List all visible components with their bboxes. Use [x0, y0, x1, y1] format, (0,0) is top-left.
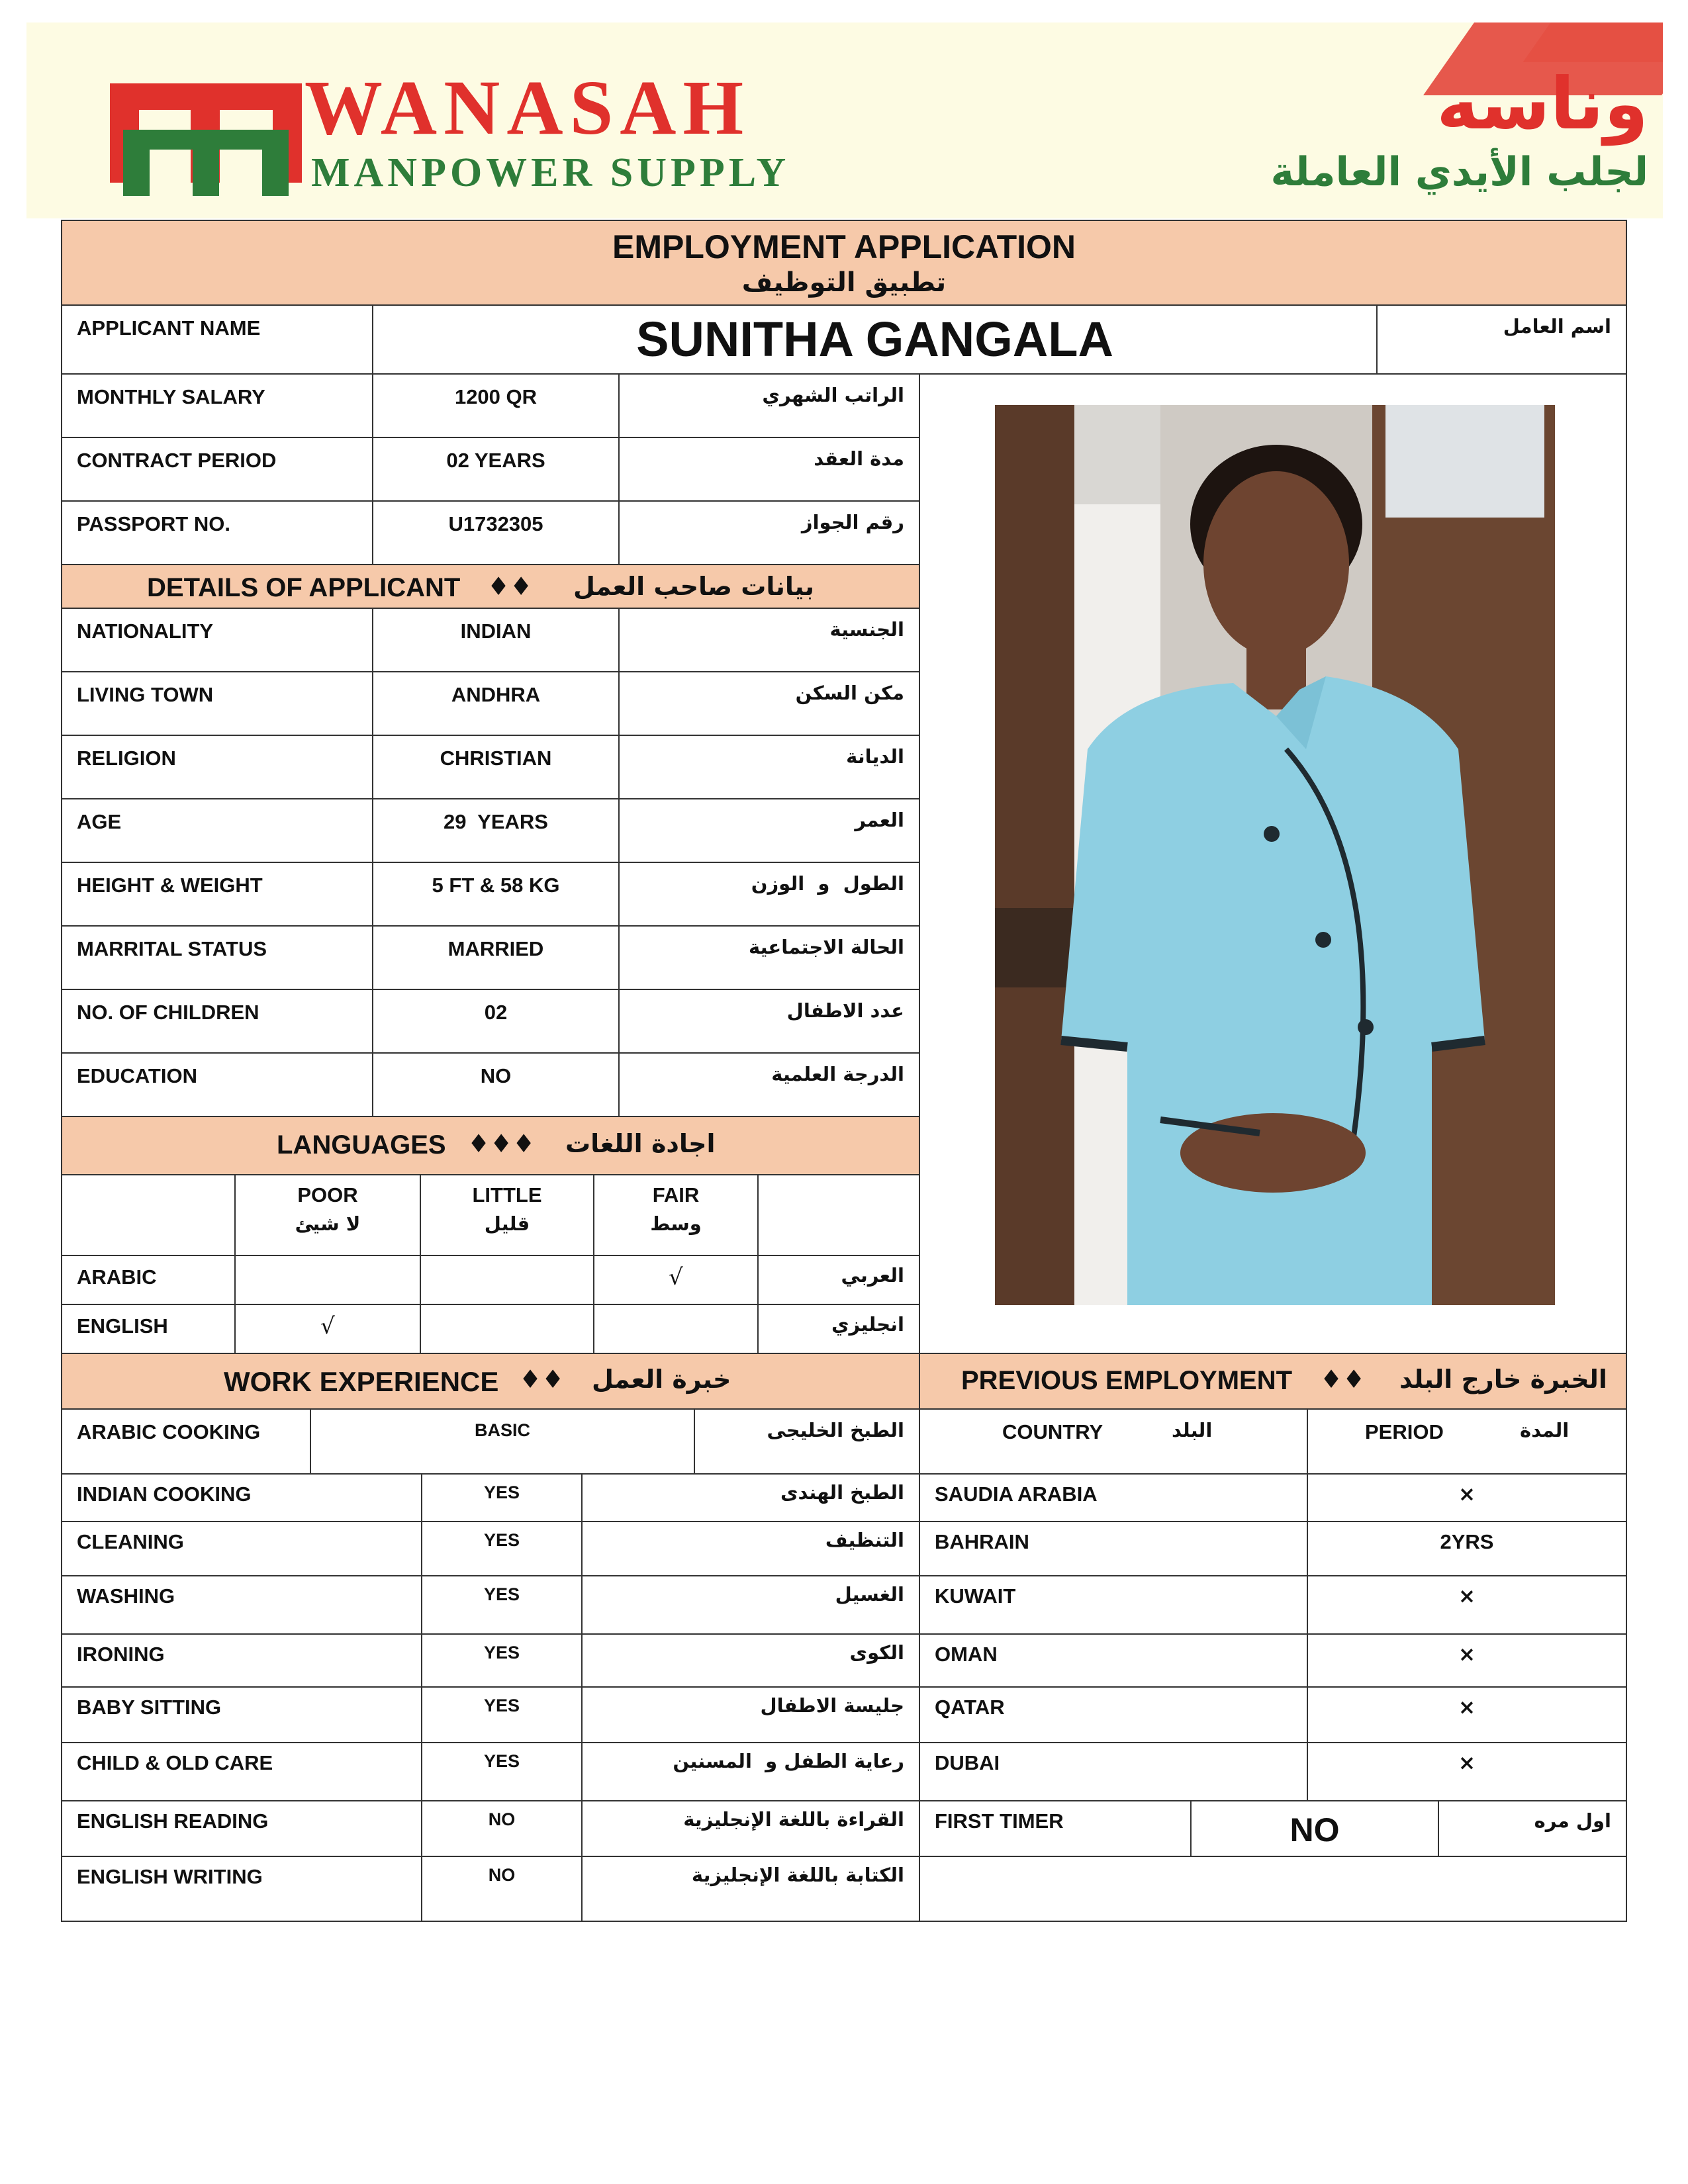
- detail-ar-cell: [618, 671, 920, 736]
- detail-ar-cell: [618, 798, 920, 863]
- work-label-ar: الكتابة باللغة الإنجليزية: [691, 1864, 904, 1886]
- work-label-ar: القراءة باللغة الإنجليزية: [683, 1808, 904, 1831]
- info-row-label: CONTRACT PERIOD: [77, 449, 277, 472]
- detail-label: LIVING TOWN: [77, 683, 214, 706]
- info-row-value: 02 YEARS: [446, 449, 545, 472]
- applicant-name-label: APPLICANT NAME: [77, 316, 261, 340]
- prev-country: OMAN: [935, 1643, 998, 1666]
- detail-value-cell: [372, 671, 620, 736]
- detail-ar-cell: [618, 735, 920, 799]
- detail-label-cell: [61, 671, 373, 736]
- first-timer-label-cell: [919, 1800, 1192, 1857]
- details-header-en: DETAILS OF APPLICANT: [147, 573, 461, 602]
- info-row-value-cell: [372, 373, 620, 438]
- applicant-name-value-cell: [372, 304, 1378, 375]
- prev-country: QATAR: [935, 1696, 1005, 1719]
- prev-header-ar: الخبرة خارج البلد: [1399, 1365, 1607, 1394]
- work-value: NO: [488, 1809, 516, 1829]
- detail-value: 29 YEARS: [444, 810, 548, 833]
- languages-header-diamonds: ♦♦♦: [467, 1129, 536, 1158]
- prev-period: ×: [1458, 1643, 1476, 1666]
- detail-label-cell: [61, 862, 373, 927]
- prev-country: DUBAI: [935, 1751, 1000, 1774]
- work-value-cell: [421, 1633, 583, 1688]
- work-label-cell: [61, 1633, 422, 1688]
- detail-label-ar: الدرجة العلمية: [771, 1063, 904, 1085]
- work-header-en: WORK EXPERIENCE: [224, 1366, 499, 1397]
- prev-country-header-en: COUNTRY: [1002, 1420, 1103, 1443]
- applicant-name-ar-cell: [1376, 304, 1627, 375]
- info-row-value: 1200 QR: [454, 385, 538, 408]
- applicant-name-label-cell: [61, 304, 373, 375]
- detail-value-cell: [372, 925, 620, 990]
- info-row-label-cell: [61, 437, 373, 502]
- level-label-ar: لا شيئ: [295, 1212, 361, 1235]
- first-timer-value-cell: [1190, 1800, 1439, 1857]
- detail-value-cell: [372, 1052, 620, 1117]
- work-ar-cell: [581, 1521, 920, 1576]
- info-row-label: MONTHLY SALARY: [77, 385, 265, 408]
- work-ar-cell: [581, 1856, 920, 1922]
- prev-period: ×: [1458, 1696, 1476, 1719]
- language-level-mark: √: [320, 1313, 335, 1340]
- prev-country-header-ar: البلد: [1172, 1419, 1213, 1441]
- prev-country: SAUDIA ARABIA: [935, 1482, 1098, 1506]
- detail-label-ar: عدد الاطفال: [786, 999, 904, 1022]
- language-level-cell: [420, 1304, 594, 1354]
- detail-value: INDIAN: [460, 619, 532, 643]
- level-header-cell: [593, 1174, 759, 1256]
- prev-period-cell: [1307, 1686, 1627, 1743]
- brand-name-en: WANASAH: [305, 64, 751, 151]
- language-level-cell: [593, 1304, 759, 1354]
- prev-period-header-en: PERIOD: [1365, 1420, 1444, 1443]
- language-name: ARABIC: [77, 1265, 157, 1289]
- form-title-block: [61, 220, 1627, 306]
- details-header-ar: بيانات صاحب العمل: [573, 572, 814, 601]
- language-name-ar-cell: [757, 1304, 920, 1354]
- detail-label-cell: [61, 1052, 373, 1117]
- work-label-ar: الطبخ الخليجى: [767, 1419, 904, 1441]
- prev-period-cell: [1307, 1521, 1627, 1576]
- prev-country-cell: [919, 1686, 1308, 1743]
- language-name: ENGLISH: [77, 1314, 168, 1338]
- prev-period-header-cell: [1307, 1408, 1627, 1475]
- work-ar-cell: [581, 1742, 920, 1801]
- prev-period-cell: [1307, 1633, 1627, 1688]
- level-header-cell: [420, 1174, 594, 1256]
- work-label-ar: رعاية الطفل و المسنين: [673, 1750, 904, 1772]
- work-ar-cell: [581, 1473, 920, 1522]
- work-value: NO: [488, 1865, 516, 1885]
- work-value-cell: [421, 1686, 583, 1743]
- prev-country-cell: [919, 1521, 1308, 1576]
- info-row-label-cell: [61, 373, 373, 438]
- prev-country: BAHRAIN: [935, 1530, 1029, 1553]
- work-value-cell: [421, 1575, 583, 1635]
- work-header-ar: خبرة العمل: [592, 1365, 731, 1394]
- info-row-value-cell: [372, 437, 620, 502]
- info-row-label: PASSPORT NO.: [77, 512, 230, 535]
- level-label-en: FAIR: [652, 1183, 700, 1206]
- language-corner-cell: [61, 1174, 236, 1256]
- languages-header: [61, 1116, 920, 1175]
- language-corner-cell-right: [757, 1174, 920, 1256]
- brand-name-ar: وناسه: [1436, 63, 1648, 146]
- work-experience-header: [61, 1353, 920, 1410]
- level-header-cell: [234, 1174, 421, 1256]
- form-title-ar: تطبيق التوظيف: [741, 267, 947, 298]
- level-label-en: POOR: [297, 1183, 358, 1206]
- work-label: ENGLISH READING: [77, 1809, 269, 1833]
- detail-value-cell: [372, 862, 620, 927]
- details-header: [61, 564, 920, 609]
- prev-period: ×: [1458, 1751, 1476, 1775]
- work-value: YES: [483, 1482, 520, 1502]
- prev-period: ×: [1458, 1584, 1476, 1608]
- info-row-label-ar: الراتب الشهري: [762, 384, 904, 406]
- work-label-ar: جليسة الاطفال: [760, 1694, 904, 1717]
- work-label-cell: [61, 1473, 422, 1522]
- detail-label: AGE: [77, 810, 122, 833]
- form-title-en: EMPLOYMENT APPLICATION: [612, 228, 1076, 265]
- previous-employment-header: [919, 1353, 1627, 1410]
- prev-country: KUWAIT: [935, 1584, 1016, 1608]
- detail-label: HEIGHT & WEIGHT: [77, 874, 263, 897]
- prev-country-cell: [919, 1742, 1308, 1801]
- detail-label: MARRITAL STATUS: [77, 937, 267, 960]
- work-value: YES: [483, 1696, 520, 1715]
- language-name-cell: [61, 1255, 236, 1305]
- work-label-cell: [61, 1856, 422, 1922]
- detail-label: NATIONALITY: [77, 619, 214, 643]
- detail-ar-cell: [618, 989, 920, 1054]
- empty-footer-cell: [919, 1856, 1627, 1922]
- work-value: YES: [483, 1643, 520, 1662]
- detail-label: RELIGION: [77, 747, 176, 770]
- detail-ar-cell: [618, 862, 920, 927]
- prev-period: 2YRS: [1440, 1530, 1494, 1553]
- detail-value: 02: [484, 1001, 508, 1024]
- detail-label-ar: الطول و الوزن: [751, 872, 904, 895]
- prev-header-diamonds: ♦♦: [1320, 1365, 1366, 1394]
- detail-label: NO. OF CHILDREN: [77, 1001, 259, 1024]
- prev-country-cell: [919, 1473, 1308, 1522]
- detail-label-cell: [61, 608, 373, 672]
- detail-label-cell: [61, 925, 373, 990]
- detail-ar-cell: [618, 608, 920, 672]
- work-label-cell: [61, 1800, 422, 1857]
- detail-value: CHRISTIAN: [440, 747, 552, 770]
- language-level-cell: [234, 1304, 421, 1354]
- work-label-ar: الغسيل: [835, 1583, 904, 1606]
- work-label-cell: [61, 1742, 422, 1801]
- work-label-ar: الكوى: [849, 1641, 904, 1664]
- languages-header-ar: اجادة اللغات: [565, 1129, 716, 1158]
- work-label-cell: [61, 1686, 422, 1743]
- detail-label-cell: [61, 989, 373, 1054]
- detail-value: 5 FT & 58 KG: [432, 874, 560, 897]
- work-value-cell: [421, 1473, 583, 1522]
- work-value-cell: [421, 1800, 583, 1857]
- detail-label-ar: مكن السكن: [795, 682, 904, 704]
- detail-value-cell: [372, 989, 620, 1054]
- work-value: BASIC: [474, 1420, 530, 1440]
- language-level-cell: [234, 1255, 421, 1305]
- work-value-cell: [421, 1521, 583, 1576]
- prev-country-header-cell: [919, 1408, 1308, 1475]
- work-label: INDIAN COOKING: [77, 1482, 252, 1506]
- language-name-ar-cell: [757, 1255, 920, 1305]
- details-header-diamonds: ♦♦: [487, 572, 533, 601]
- detail-value-cell: [372, 798, 620, 863]
- detail-label-cell: [61, 798, 373, 863]
- info-row-value-cell: [372, 500, 620, 565]
- language-name-cell: [61, 1304, 236, 1354]
- work-ar-cell: [694, 1408, 920, 1475]
- info-row-ar-cell: [618, 437, 920, 502]
- work-label-cell: [61, 1521, 422, 1576]
- info-row-label-ar: مدة العقد: [814, 447, 904, 470]
- level-label-en: LITTLE: [472, 1183, 542, 1206]
- detail-label-ar: الديانة: [846, 745, 904, 768]
- languages-header-en: LANGUAGES: [277, 1130, 446, 1160]
- applicant-photo: [995, 405, 1555, 1305]
- level-label-ar: وسط: [650, 1212, 702, 1235]
- detail-value: MARRIED: [447, 937, 544, 960]
- work-ar-cell: [581, 1686, 920, 1743]
- info-row-value: U1732305: [448, 512, 543, 535]
- language-level-mark: √: [669, 1264, 683, 1291]
- prev-country-cell: [919, 1575, 1308, 1635]
- detail-ar-cell: [618, 925, 920, 990]
- prev-period: ×: [1458, 1482, 1476, 1506]
- info-row-ar-cell: [618, 500, 920, 565]
- prev-header-en: PREVIOUS EMPLOYMENT: [961, 1366, 1293, 1395]
- detail-label-ar: العمر: [855, 809, 904, 831]
- work-label-cell: [61, 1575, 422, 1635]
- work-label: CLEANING: [77, 1530, 184, 1553]
- wanasah-logo-icon: [110, 70, 302, 196]
- detail-label-ar: الحالة الاجتماعية: [748, 936, 904, 958]
- info-row-label-ar: رقم الجواز: [801, 511, 904, 533]
- brand-tagline-en: MANPOWER SUPPLY: [311, 150, 790, 195]
- detail-ar-cell: [618, 1052, 920, 1117]
- prev-period-header-ar: المدة: [1520, 1419, 1570, 1441]
- work-value: YES: [483, 1530, 520, 1550]
- first-timer-label: FIRST TIMER: [935, 1809, 1064, 1833]
- work-label: ENGLISH WRITING: [77, 1865, 263, 1888]
- detail-value: NO: [480, 1064, 512, 1087]
- work-label: IRONING: [77, 1643, 165, 1666]
- work-label: ARABIC COOKING: [77, 1420, 261, 1443]
- work-label: CHILD & OLD CARE: [77, 1751, 273, 1774]
- first-timer-label-ar: اول مره: [1534, 1809, 1611, 1832]
- language-name-ar: انجليزي: [831, 1313, 904, 1336]
- work-value: YES: [483, 1751, 520, 1771]
- work-value-cell: [421, 1856, 583, 1922]
- applicant-name-value: SUNITHA GANGALA: [636, 312, 1113, 367]
- work-value: YES: [483, 1584, 520, 1604]
- brand-tagline-ar: لجلب الأيدي العاملة: [1270, 149, 1648, 195]
- language-name-ar: العربي: [841, 1264, 904, 1287]
- applicant-photo-image: [995, 405, 1555, 1305]
- applicant-name-label-ar: اسم العامل: [1503, 315, 1611, 338]
- detail-value-cell: [372, 735, 620, 799]
- detail-value: ANDHRA: [451, 683, 541, 706]
- info-row-ar-cell: [618, 373, 920, 438]
- work-label: WASHING: [77, 1584, 175, 1608]
- prev-period-cell: [1307, 1473, 1627, 1522]
- detail-label: EDUCATION: [77, 1064, 197, 1087]
- work-ar-cell: [581, 1575, 920, 1635]
- work-ar-cell: [581, 1633, 920, 1688]
- detail-value-cell: [372, 608, 620, 672]
- work-value-cell: [421, 1742, 583, 1801]
- language-level-cell: [593, 1255, 759, 1305]
- work-label-ar: التنظيف: [825, 1529, 904, 1551]
- first-timer-ar-cell: [1438, 1800, 1627, 1857]
- work-label: BABY SITTING: [77, 1696, 222, 1719]
- level-label-ar: قليل: [484, 1212, 530, 1235]
- prev-country-cell: [919, 1633, 1308, 1688]
- prev-period-cell: [1307, 1575, 1627, 1635]
- info-row-label-cell: [61, 500, 373, 565]
- work-value-cell: [310, 1408, 695, 1475]
- work-ar-cell: [581, 1800, 920, 1857]
- work-label-cell: [61, 1408, 311, 1475]
- detail-label-ar: الجنسية: [829, 618, 904, 641]
- detail-label-cell: [61, 735, 373, 799]
- work-header-diamonds: ♦♦: [519, 1365, 565, 1394]
- company-banner: [26, 23, 1663, 218]
- prev-period-cell: [1307, 1742, 1627, 1801]
- language-level-cell: [420, 1255, 594, 1305]
- work-label-ar: الطبخ الهندى: [780, 1481, 904, 1504]
- first-timer-value: NO: [1289, 1811, 1340, 1848]
